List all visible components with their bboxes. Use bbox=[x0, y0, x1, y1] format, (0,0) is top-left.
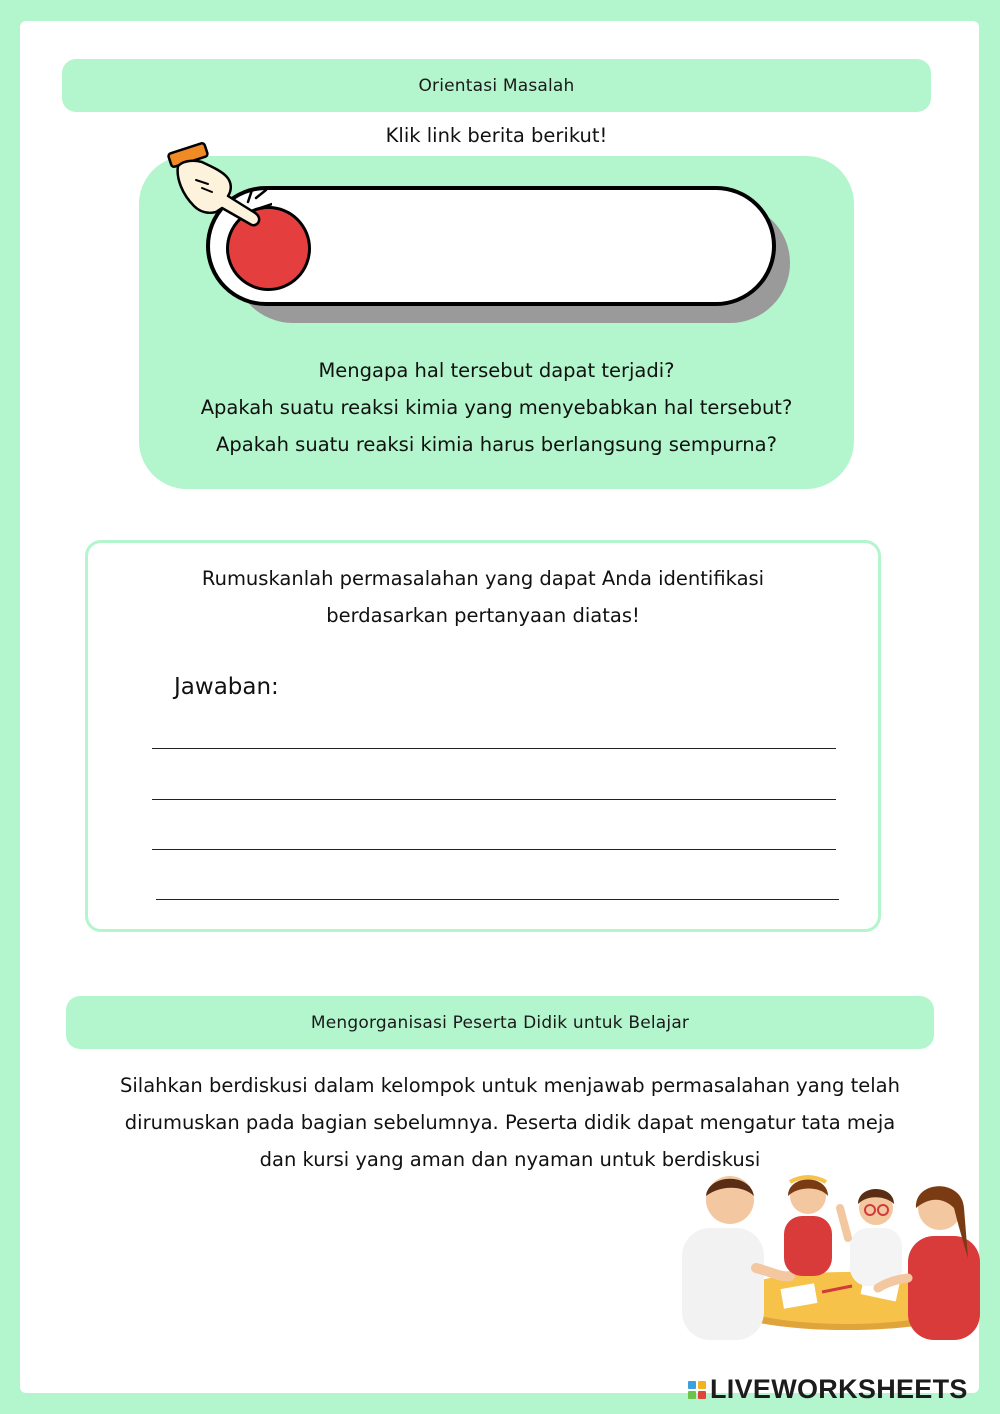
prompt-line-1: Rumuskanlah permasalahan yang dapat Anda identifikasi bbox=[201, 567, 765, 590]
answer-line-1[interactable] bbox=[152, 748, 836, 749]
question-1: Mengapa hal tersebut dapat terjadi? bbox=[318, 359, 675, 382]
banner-title: Mengorganisasi Peserta Didik untuk Belajar bbox=[310, 1012, 690, 1033]
paragraph-line-2: dirumuskan pada bagian sebelumnya. Peserta didik dapat mengatur tata meja bbox=[124, 1111, 896, 1134]
answer-line-4[interactable] bbox=[156, 899, 839, 900]
pointing-hand-icon bbox=[162, 132, 272, 232]
answer-line-3[interactable] bbox=[152, 849, 836, 850]
liveworksheets-watermark[interactable] bbox=[688, 1374, 968, 1405]
answer-prompt bbox=[85, 560, 881, 634]
link-instruction: Klik link berita berikut! bbox=[385, 124, 608, 147]
guiding-questions bbox=[139, 352, 854, 463]
students-discussion-icon bbox=[672, 1168, 982, 1340]
question-2: Apakah suatu reaksi kimia yang menyebabkan hal tersebut? bbox=[200, 396, 793, 419]
paragraph-line-1: Silahkan berdiskusi dalam kelompok untuk menjawab permasalahan yang telah bbox=[120, 1074, 900, 1097]
answer-label: Jawaban: bbox=[174, 674, 279, 700]
banner-title: Orientasi Masalah bbox=[418, 75, 575, 96]
section-banner-orientasi bbox=[62, 59, 931, 112]
watermark-text: LIVEWORKSHEETS bbox=[710, 1374, 968, 1404]
question-3: Apakah suatu reaksi kimia harus berlangsung sempurna? bbox=[216, 433, 777, 456]
discussion-paragraph bbox=[95, 1067, 925, 1178]
prompt-line-2: berdasarkan pertanyaan diatas! bbox=[326, 604, 640, 627]
liveworksheets-logo-icon bbox=[688, 1381, 706, 1399]
answer-line-2[interactable] bbox=[152, 799, 836, 800]
section-banner-mengorganisasi bbox=[66, 996, 934, 1049]
paragraph-line-3: dan kursi yang aman dan nyaman untuk berdiskusi bbox=[259, 1148, 761, 1171]
